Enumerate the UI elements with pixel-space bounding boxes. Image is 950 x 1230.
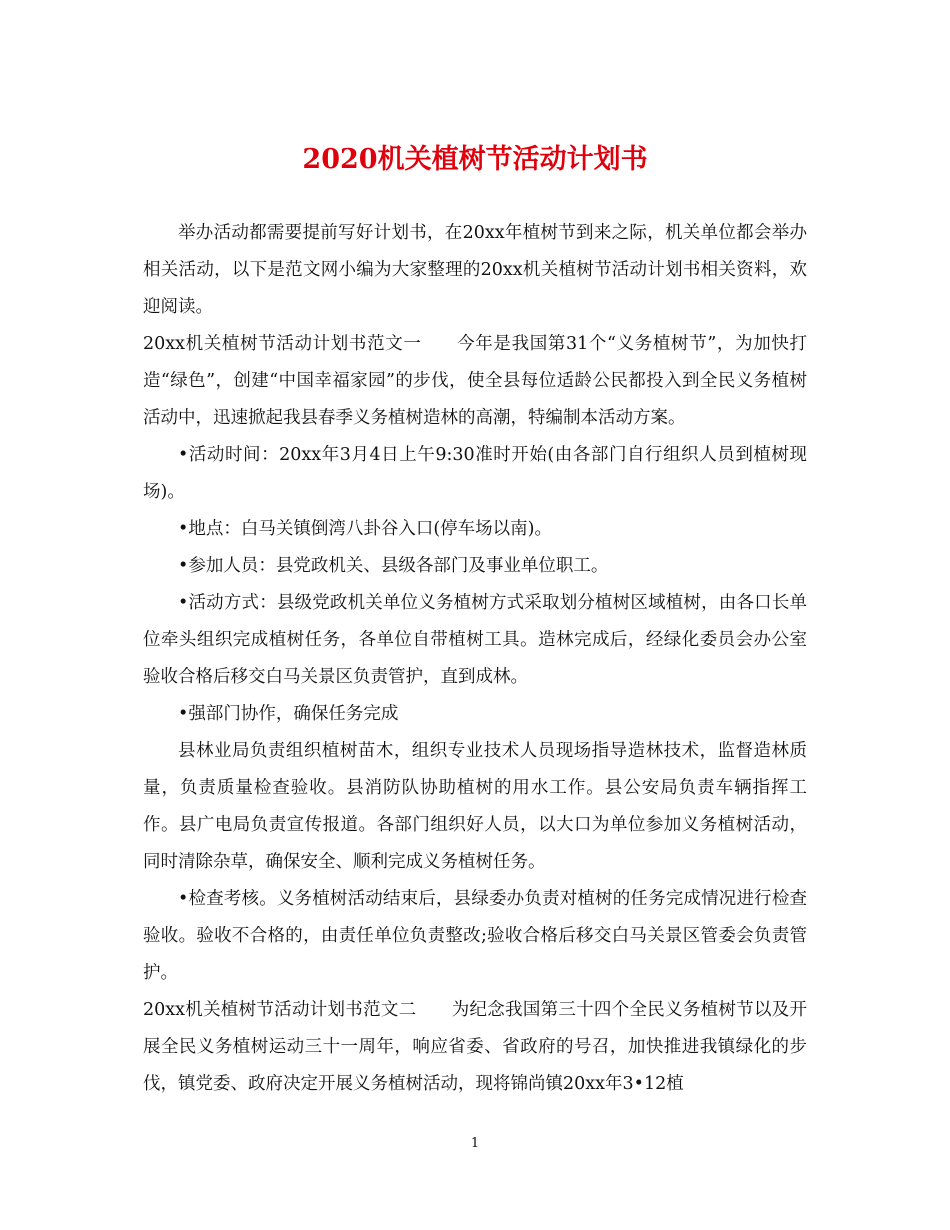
section-two-paragraph: [143, 992, 807, 1103]
section-one-paragraph: [143, 326, 807, 437]
section-two-body: 为纪念我国第三十四个全民义务植树节以及开展全民义务植树运动三十一周年，响应省委、省政府的号召，加快推进我镇绿化的步伐，镇党委、政府决定开展义务植树活动，现将锦尚镇20xx年3•12植: [143, 1000, 807, 1094]
section-two-heading: 20xx机关植树节活动计划书范文二: [143, 1000, 417, 1020]
page-number: 1: [470, 1136, 480, 1151]
activity-method-item: •活动方式：县级党政机关单位义务植树方式采取划分植树区域植树，由各口长单位牵头组织完成植树任务，各单位自带植树工具。造林完成后，经绿化委员会办公室验收合格后移交白马关景区负责管护，直到成林。: [143, 593, 807, 687]
section-one-body: 今年是我国第31个“义务植树节”，为加快打造“绿色”，创建“中国幸福家园”的步伐，使全县每位适龄公民都投入到全民义务植树活动中，迅速掀起我县春季义务植树造林的高潮，特编制本活动方案。: [143, 334, 807, 428]
document-body: [143, 215, 807, 1103]
coordination-item: •强部门协作，确保任务完成: [178, 704, 399, 724]
participants-item: •参加人员：县党政机关、县级各部门及事业单位职工。: [178, 556, 609, 576]
location-item: •地点：白马关镇倒湾八卦谷入口(停车场以南)。: [178, 519, 552, 539]
intro-paragraph: 举办活动都需要提前写好计划书，在20xx年植树节到来之际，机关单位都会举办相关活动，以下是范文网小编为大家整理的20xx机关植树节活动计划书相关资料，欢迎阅读。: [143, 223, 807, 317]
section-one-heading: 20xx机关植树节活动计划书范文一: [143, 334, 422, 354]
activity-time-item: •活动时间：20xx年3月4日上午9:30准时开始(由各部门自行组织人员到植树现场)。: [143, 445, 807, 502]
document-title: 2020机关植树节活动计划书: [302, 144, 648, 175]
responsibility-paragraph: 县林业局负责组织植树苗木，组织专业技术人员现场指导造林技术，监督造林质量，负责质量检查验收。县消防队协助植树的用水工作。县公安局负责车辆指挥工作。县广电局负责宣传报道。各部门组织好人员，以大口为单位参加义务植树活动，同时清除杂草，确保安全、顺利完成义务植树任务。: [143, 741, 807, 872]
inspection-item: •检查考核。义务植树活动结束后，县绿委办负责对植树的任务完成情况进行检查验收。验收不合格的，由责任单位负责整改;验收合格后移交白马关景区管委会负责管护。: [143, 889, 807, 983]
